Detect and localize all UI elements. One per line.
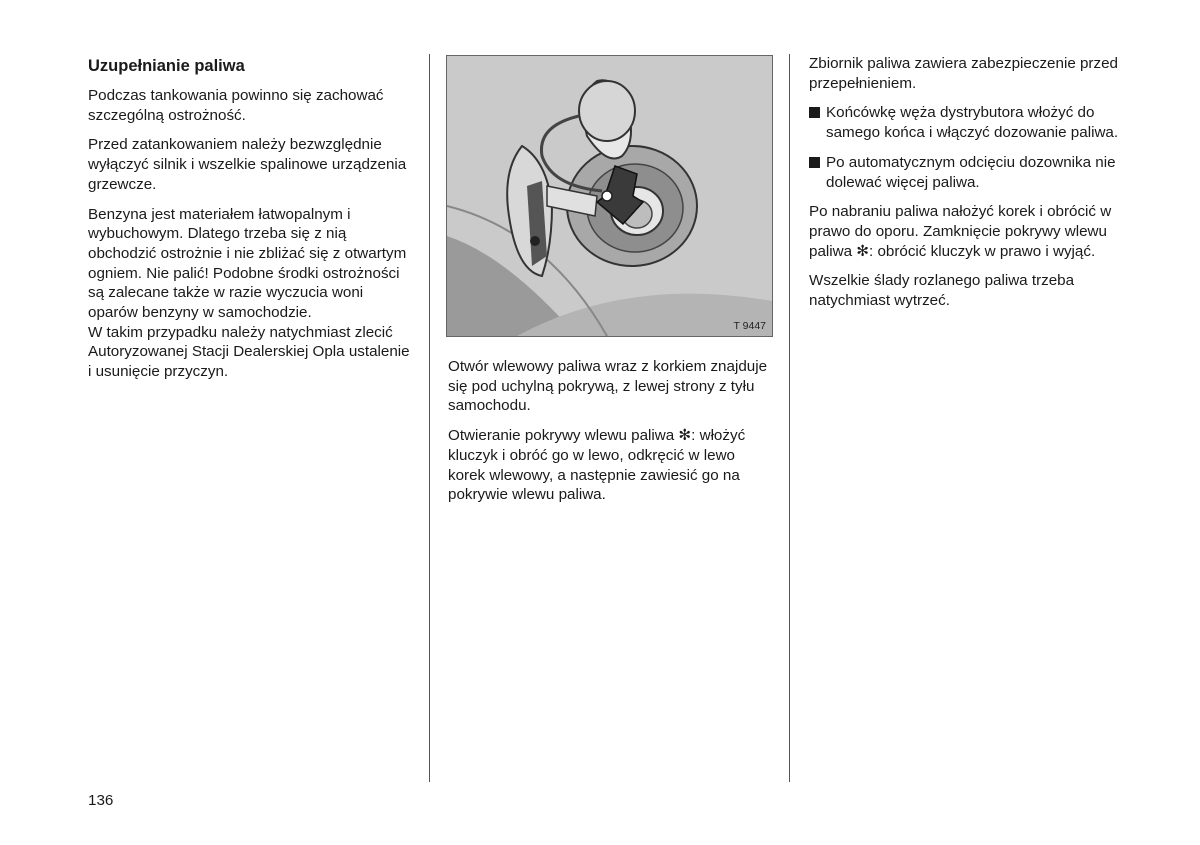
left-column: [88, 54, 410, 392]
paragraph: Wszelkie ślady rozlanego paliwa trzeba natychmiast wytrzeć.: [809, 272, 1075, 310]
fuel-filler-illustration: [446, 55, 773, 337]
bullet-item: [809, 153, 1127, 192]
paragraph: Otwieranie pokrywy wlewu paliwa ✻: włożyć kluczyk i obróć go w lewo, odkręcić w lewo korek wlewowy, a następnie zawiesić go na pokrywie wlewu paliwa.: [448, 427, 746, 504]
paragraph: Zbiornik paliwa zawiera zabezpieczenie przed przepełnieniem.: [809, 55, 1118, 92]
bullet-text: Końcówkę węża dystrybutora włożyć do samego końca i włączyć dozowanie paliwa.: [826, 104, 1119, 142]
bullet-text: Po automatycznym odcięciu dozownika nie dolewać więcej paliwa.: [826, 153, 1116, 191]
right-column: [809, 54, 1127, 321]
paragraph: Przed zatankowaniem należy bezwzględnie wyłączyć silnik i wszelkie spalinowe urządzenia grzewcze.: [88, 136, 407, 193]
paragraph: Po nabraniu paliwa nałożyć korek i obrócić w prawo do oporu. Zamknięcie pokrywy wlewu paliwa ✻: obrócić kluczyk w prawo i wyjąć.: [809, 203, 1112, 260]
paragraph: W takim przypadku należy natychmiast zlecić Autoryzowanej Stacji Dealerskiej Opla ustalenie i usunięcie przyczyn.: [88, 323, 410, 381]
figure-label: T 9447: [733, 320, 766, 332]
page-number: 136: [88, 792, 114, 809]
paragraph: Otwór wlewowy paliwa wraz z korkiem znajduje się pod uchylną pokrywą, z lewej strony z tyłu samochodu.: [448, 358, 768, 415]
square-bullet-icon: [809, 157, 820, 168]
column-divider: [429, 54, 430, 782]
bullet-item: [809, 103, 1127, 142]
middle-column: [448, 357, 770, 515]
column-divider: [789, 54, 790, 782]
fuel-filler-drawing: [447, 56, 772, 336]
paragraph: Podczas tankowania powinno się zachować szczególną ostrożność.: [88, 87, 384, 124]
section-heading: Uzupełnianie paliwa: [88, 57, 245, 75]
square-bullet-icon: [809, 107, 820, 118]
paragraph: Benzyna jest materiałem łatwopalnym i wybuchowym. Dlatego trzeba się z nią obchodzić ostrożnie i nie zbliżać się z otwartym ogniem. Nie palić! Podobne środki ostrożności są zalecane także w razie wyczucia woni oparów benzyny w samochodzie.: [88, 205, 407, 322]
